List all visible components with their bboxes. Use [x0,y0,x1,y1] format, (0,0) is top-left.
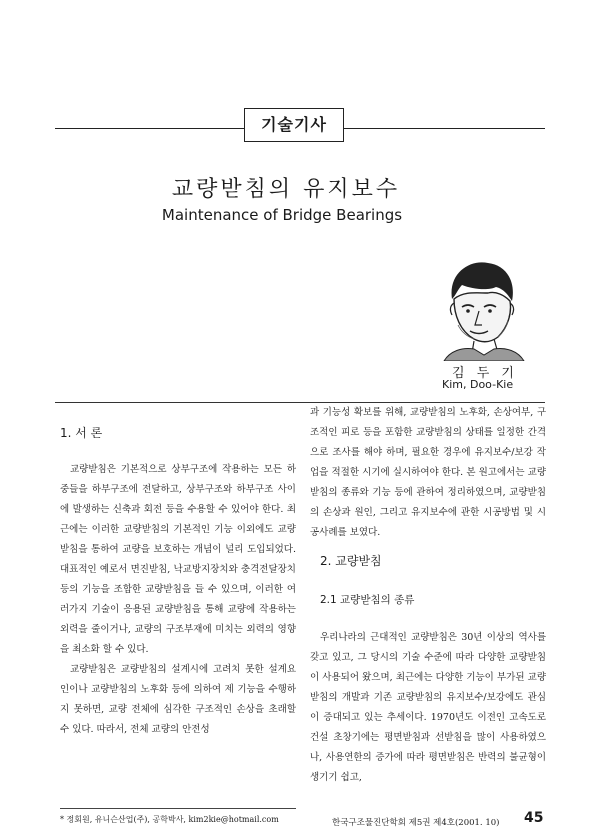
paragraph: 교량받침은 교량받침의 설계시에 고려치 못한 설계요인이나 교량받침의 노후화 등에 의하여 제 기능을 수행하지 못하면, 교량 전체에 심각한 구조적인 손상을 초래할 수 있다. 따라서, 전체 교량의 안전성 [60,664,296,735]
tag-rule-right [342,128,545,129]
heading-introduction: 1. 서 론 [60,426,103,440]
author-portrait [424,255,536,361]
footnote-divider [60,808,296,809]
right-column-body-top [310,403,546,543]
page-number: 45 [524,810,544,826]
tag-rule-left [55,128,244,129]
right-column-body-bottom [310,628,546,788]
journal-citation: 한국구조물진단학회 제5권 제4호(2001. 10) [332,818,500,828]
article-title-korean: 교량받침의 유지보수 [171,177,401,202]
left-column-body [60,460,296,740]
article-title-english: Maintenance of Bridge Bearings [161,206,403,224]
author-footnote: * 정회원, 유니슨산업(주), 공학박사, kim2kie@hotmail.com [60,815,279,824]
author-name-korean: 김 두 기 [452,366,518,381]
section-tag: 기술기사 [244,108,344,142]
paragraph: 교량받침은 기본적으로 상부구조에 작용하는 모든 하중들을 하부구조에 전달하고, 상부구조와 하부구조 사이에 발생하는 신축과 회전 등을 수용할 수 있어야 한다. 최근에는 이러한 교량받침의 기본적인 기능 이외에도 교량받침을 통하여 교량을 보호하는 개념이 널리 도입되었다. 대표적인 예로서 면진받침, 낙교방지장치와 충격전달장치 등의 기능을 조합한 교량받침을 들 수 있으며, 이러한 여러가지 기술이 응용된 교량받침을 통해 교량에 작용하는 외력을 줄이거나, 교량의 구조부재에 미치는 외력의 영향을 최소화 할 수 있다. [60,464,296,655]
paragraph: 과 기능성 확보를 위해, 교량받침의 노후화, 손상여부, 구조적인 피로 등을 포함한 교량받침의 상태를 일정한 간격으로 조사를 해야 하며, 필요한 경우에 유지보수/보강 작업을 적절한 시기에 실시하여야 한다. 본 원고에서는 교량받침의 종류와 기능 등에 관하여 정리하였으며, 교량받침의 손상과 원인, 그리고 유지보수에 관한 시공방법 및 시공사례를 보였다. [310,407,546,538]
paragraph: 우리나라의 근대적인 교량받침은 30년 이상의 역사를 갖고 있고, 그 당시의 기술 수준에 따라 다양한 교량받침이 사용되어 왔으며, 최근에는 다양한 기능이 부가된 교량받침의 개발과 기존 교량받침의 유지보수/보강에도 관심이 증대되고 있는 추세이다. 1970년도 이전인 고속도로 건설 초창기에는 평면받침과 선받침을 많이 사용하였으나, 사용연한의 증가에 따라 평면받침은 반력의 불균형이 생기기 쉽고, [310,632,546,783]
heading-bridge-bearings: 2. 교량받침 [320,554,382,568]
subheading-bearing-types: 2.1 교량받침의 종류 [320,594,415,606]
author-name-english: Kim, Doo-Kie [442,378,514,391]
